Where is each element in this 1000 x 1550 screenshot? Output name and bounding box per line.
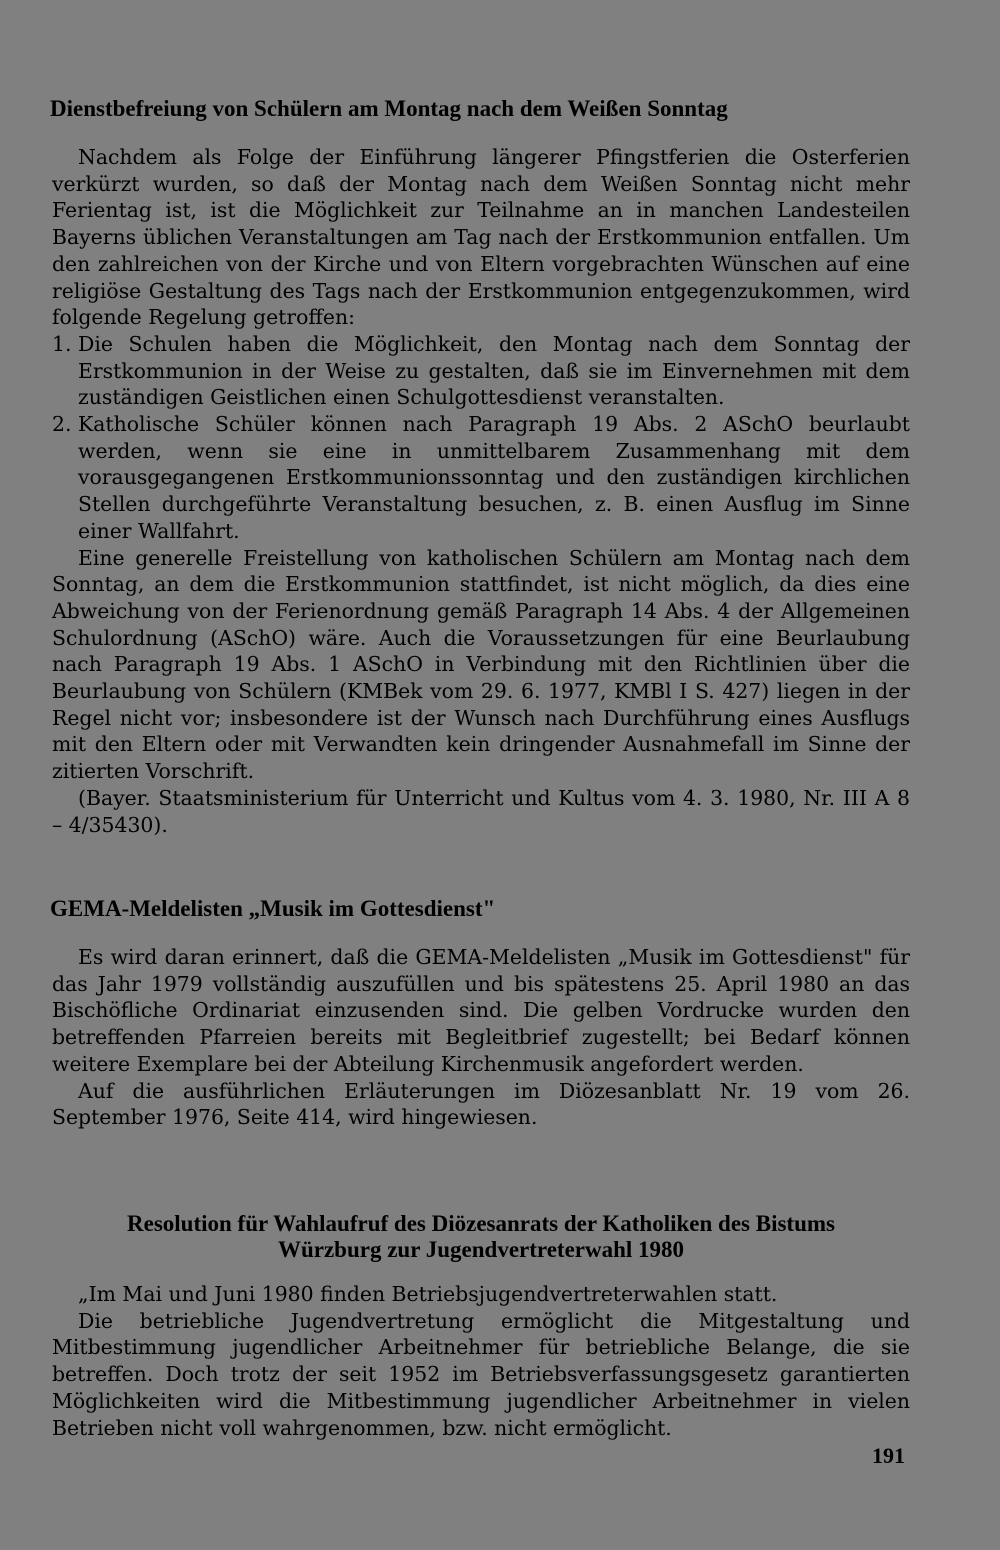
body-paragraph: Die betriebliche Jugendvertretung ermöglicht die Mitgestaltung und Mitbestimmung jugendlicher Arbeitnehmer für betriebliche Belange, die sie betreffen. Doch trotz der seit 1952 im Betriebsverfassungsgesetz garantierten Möglichkeiten wird die Mitbestimmung jugendlicher Arbeitnehmer in vielen Betrieben nicht voll wahrgenommen, bzw. nicht ermöglicht. [52,1308,910,1440]
body-paragraph: Eine generelle Freistellung von katholischen Schülern am Montag nach dem Sonntag, an dem die Erstkommunion stattfindet, ist nicht möglich, da dies eine Abweichung von der Ferienordnung gemäß Paragraph 14 Abs. 4 der Allgemeinen Schulordnung (ASchO) wäre. Auch die Voraussetzungen für eine Beurlaubung nach Paragraph 19 Abs. 1 ASchO in Verbindung mit den Richtlinien über die Beurlaubung von Schülern (KMBek vom 29. 6. 1977, KMBl I S. 427) liegen in der Regel nicht vor; insbesondere ist der Wunsch nach Durchführung eines Ausflugs mit den Eltern oder mit Verwandten kein dringender Ausnahmefall im Sinne der zitierten Vorschrift. [52,545,910,784]
body-paragraph: „Im Mai und Juni 1980 finden Betriebsjugendvertreterwahlen statt. [78,1282,778,1306]
section-heading-resolution [50,1211,912,1263]
heading-line: Resolution für Wahlaufruf des Diözesanrats der Katholiken des Bistums [127,1211,835,1236]
source-citation: (Bayer. Staatsministerium für Unterricht und Kultus vom 4. 3. 1980, Nr. III A 8 – 4/35430). [52,785,910,837]
list-number: 2. [52,412,72,437]
list-item [52,331,910,411]
section-heading-gema: GEMA-Meldelisten „Musik im Gottesdienst" [50,896,496,921]
page-number: 191 [872,1443,905,1468]
body-paragraph: Auf die ausführlichen Erläuterungen im Diözesanblatt Nr. 19 vom 26. September 1976, Seite 414, wird hingewiesen. [52,1078,910,1130]
section-heading-dienstbefreiung: Dienstbefreiung von Schülern am Montag nach dem Weißen Sonntag [50,96,728,121]
heading-line: Würzburg zur Jugendvertreterwahl 1980 [277,1237,685,1262]
body-paragraph: Es wird daran erinnert, daß die GEMA-Meldelisten „Musik im Gottesdienst" für das Jahr 1979 vollständig auszufüllen und bis spätestens 25. April 1980 an das Bischöfliche Ordinariat einzusenden sind. Die gelben Vordrucke wurden den betreffenden Pfarreien bereits mit Begleitbrief zugestellt; bei Bedarf können weitere Exemplare bei der Abteilung Kirchenmusik angefordert werden. [52,945,910,1076]
section-body-dienstbefreiung [52,144,910,838]
list-item-text: Die Schulen haben die Möglichkeit, den Montag nach dem Sonntag der Erstkommunion in der Weise zu gestalten, daß sie im Einvernehmen mit dem zuständigen Geistlichen einen Schulgottesdienst veranstalten. [78,331,910,410]
list-item [52,411,910,545]
list-number: 1. [52,331,72,356]
intro-paragraph: Nachdem als Folge der Einführung längerer Pfingstferien die Osterferien verkürzt wurden, so daß der Montag nach dem Weißen Sonntag nicht mehr Ferientag ist, ist die Möglichkeit zur Teilnahme an in manchen Landesteilen Bayerns üblichen Veranstaltungen am Tag nach der Erstkommunion entfallen. Um den zahlreichen von der Kirche und von Eltern vorgebrachten Wünschen auf eine religiöse Gestaltung des Tags nach der Erstkommunion entgegenzukommen, wird folgende Regelung getroffen: [52,145,910,330]
section-body-gema [52,944,910,1131]
section-body-resolution [52,1281,910,1441]
list-item-text: Katholische Schüler können nach Paragraph 19 Abs. 2 ASchO beurlaubt werden, wenn sie eine in unmittelbarem Zusammenhang mit dem vorausgegangenen Erstkommunionssonntag und den zuständigen kirchlichen Stellen durchgeführte Veranstaltung besuchen, z. B. einen Ausflug im Sinne einer Wallfahrt. [78,412,910,543]
